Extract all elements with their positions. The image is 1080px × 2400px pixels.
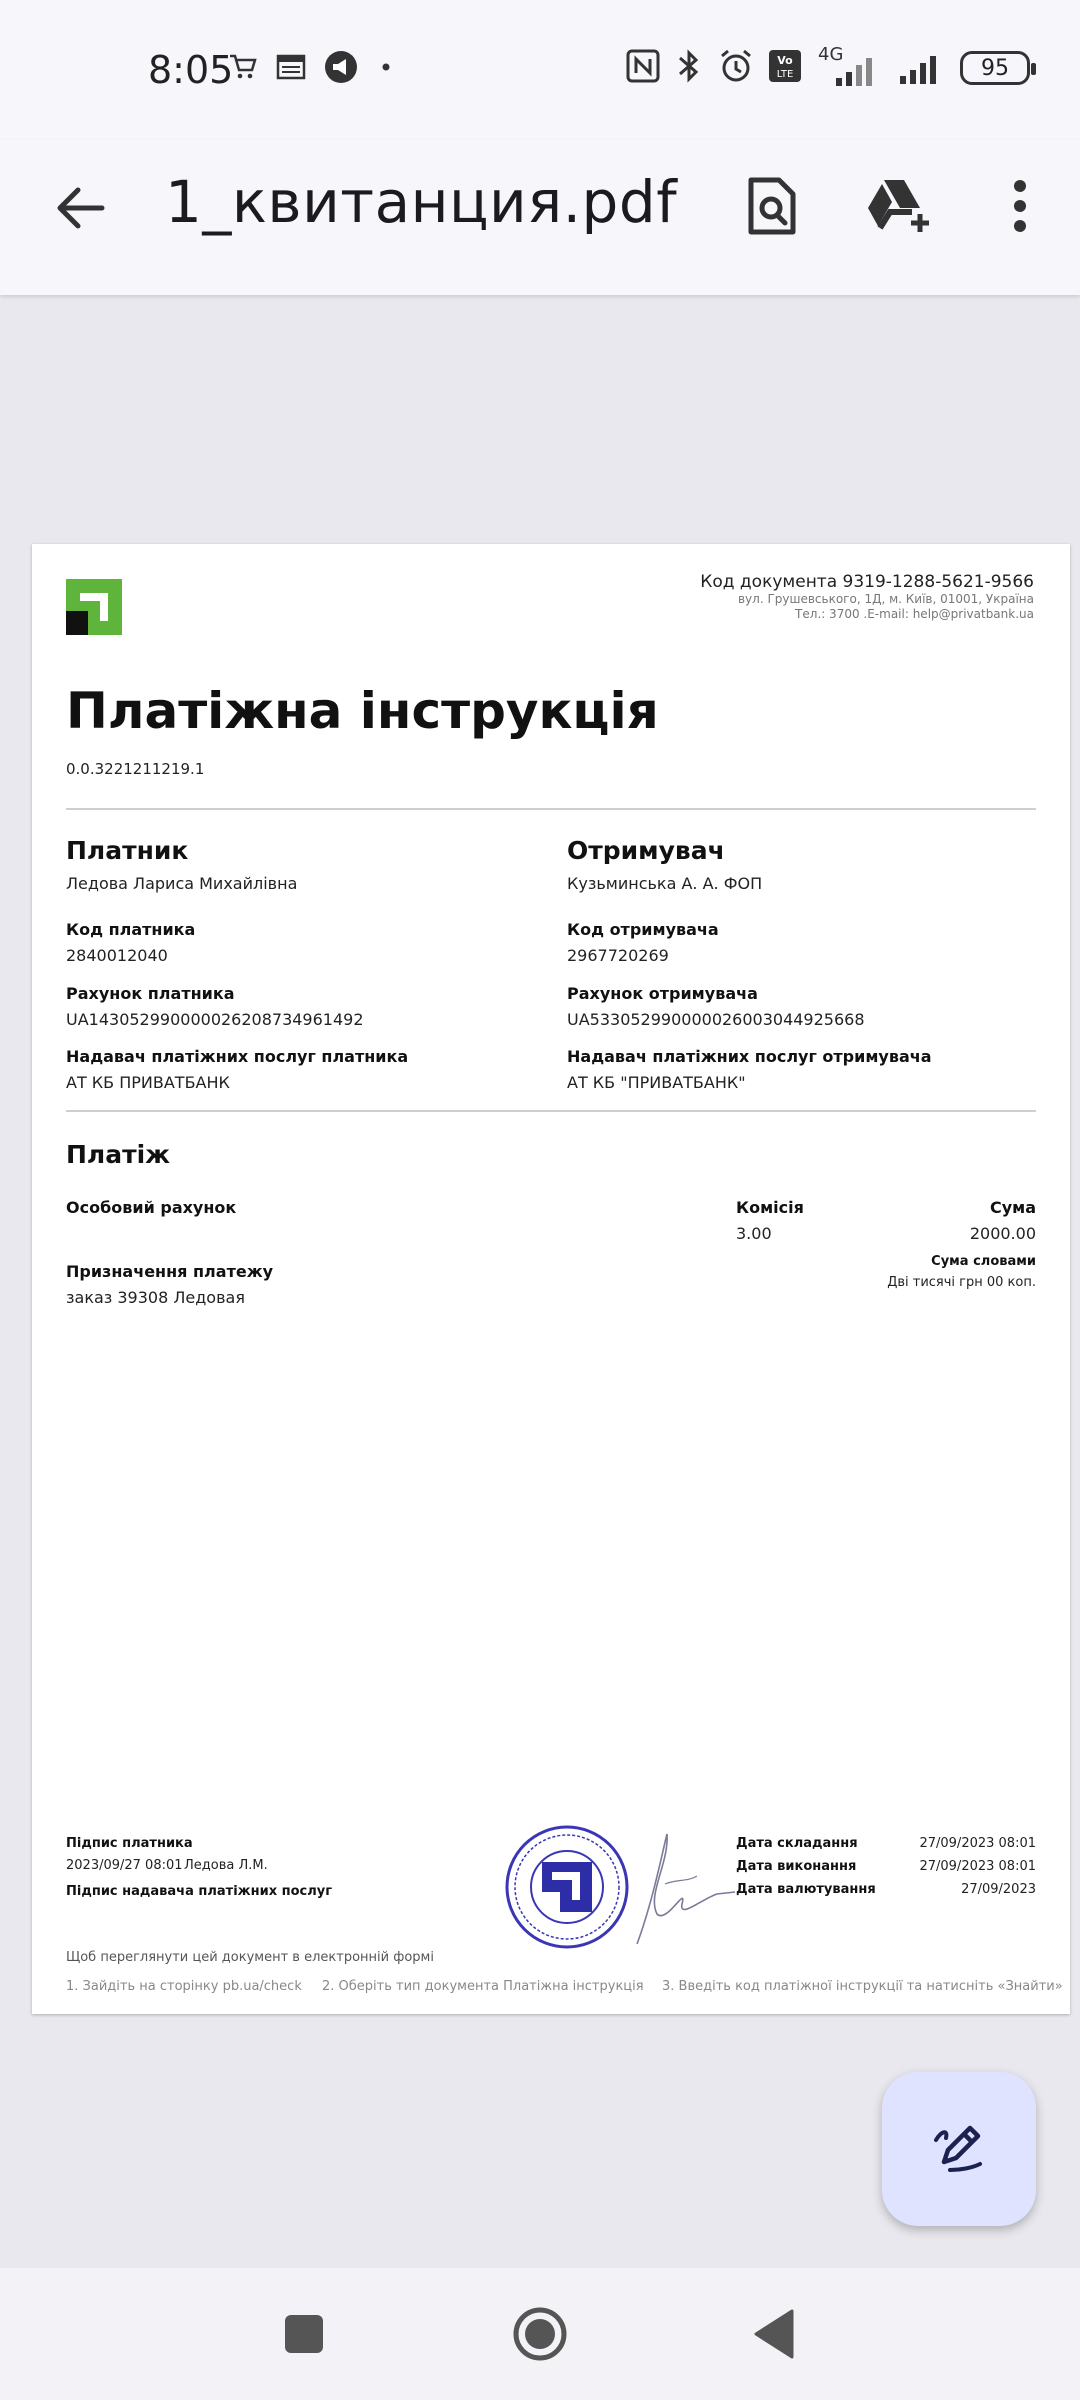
add-to-drive-icon xyxy=(866,178,934,238)
svg-text:Vo: Vo xyxy=(777,54,793,67)
system-back-button[interactable] xyxy=(734,2296,814,2376)
document-code: Код документа 9319-1288-5621-9566 xyxy=(700,572,1034,592)
purpose-value: заказ 39308 Ледовая xyxy=(66,1288,245,1307)
sum-value: 2000.00 xyxy=(969,1224,1036,1243)
document-code-block xyxy=(700,572,1034,622)
payer-heading: Платник xyxy=(66,836,189,865)
payer-provider: АТ КБ ПРИВАТБАНК xyxy=(66,1073,230,1092)
app-bar xyxy=(0,140,1080,295)
payer-code: 2840012040 xyxy=(66,946,168,965)
divider xyxy=(66,808,1036,810)
payer-code-label: Код платника xyxy=(66,920,196,939)
signal-4g-icon: 4G xyxy=(816,48,882,88)
status-left-icons xyxy=(228,50,396,88)
battery-indicator: 95 xyxy=(960,51,1030,85)
calendar-icon xyxy=(276,53,306,85)
date-executed-label: Дата виконання xyxy=(736,1859,857,1874)
commission-label: Комісія xyxy=(736,1198,804,1217)
recipient-heading: Отримувач xyxy=(567,836,725,865)
payer-sign-name: Ледова Л.М. xyxy=(184,1858,268,1873)
date-value-label: Дата валютування xyxy=(736,1882,876,1897)
payer-sign-label: Підпис платника xyxy=(66,1836,193,1851)
payer-account-label: Рахунок платника xyxy=(66,984,235,1003)
nfc-icon xyxy=(626,49,660,87)
personal-account-label: Особовий рахунок xyxy=(66,1198,237,1217)
footer-note: Щоб переглянути цей документ в електронній формі xyxy=(66,1950,434,1965)
payer-account: UA143052990000026208734961492 xyxy=(66,1010,364,1029)
home-button[interactable] xyxy=(500,2296,580,2376)
document-sub-id: 0.0.3221211219.1 xyxy=(66,760,205,778)
recents-button[interactable] xyxy=(264,2296,344,2376)
payer-name: Ледова Лариса Михайлівна xyxy=(66,874,298,893)
find-in-page-icon xyxy=(747,176,797,240)
recipient-name: Кузьминська А. А. ФОП xyxy=(567,874,763,893)
recents-square-icon xyxy=(284,2314,324,2358)
recipient-code: 2967720269 xyxy=(567,946,669,965)
back-triangle-icon xyxy=(752,2309,796,2363)
volte-icon xyxy=(768,49,802,87)
date-executed: 27/09/2023 08:01 xyxy=(919,1859,1036,1874)
signal-icon xyxy=(896,46,946,90)
cart-icon xyxy=(228,53,258,85)
dot-icon xyxy=(376,57,396,81)
more-options-button[interactable] xyxy=(972,160,1068,256)
recipient-account: UA533052990000026003044925668 xyxy=(567,1010,865,1029)
annotate-fab[interactable] xyxy=(882,2072,1036,2226)
sum-label: Сума xyxy=(989,1198,1036,1217)
sum-words-label: Сума словами xyxy=(931,1254,1036,1269)
navigation-bar xyxy=(0,2268,1080,2400)
back-button[interactable] xyxy=(40,170,120,250)
footer-step-3: 3. Введіть код платіжної інструкції та натисніть «Знайти» xyxy=(662,1979,1063,1994)
status-bar xyxy=(0,0,1080,140)
recipient-code-label: Код отримувача xyxy=(567,920,719,939)
svg-text:LTE: LTE xyxy=(776,69,794,80)
recipient-provider: АТ КБ "ПРИВАТБАНК" xyxy=(567,1073,746,1092)
home-circle-icon xyxy=(512,2306,568,2366)
commission-value: 3.00 xyxy=(736,1224,772,1243)
pdf-page[interactable] xyxy=(32,544,1070,2014)
sum-words: Дві тисячі грн 00 коп. xyxy=(887,1275,1036,1290)
edit-pen-icon xyxy=(930,2118,988,2180)
payer-provider-label: Надавач платіжних послуг платника xyxy=(66,1047,409,1066)
purpose-label: Призначення платежу xyxy=(66,1262,274,1281)
date-created: 27/09/2023 08:01 xyxy=(919,1836,1036,1851)
recipient-provider-label: Надавач платіжних послуг отримувача xyxy=(567,1047,932,1066)
date-value: 27/09/2023 xyxy=(961,1882,1036,1897)
arrow-back-icon xyxy=(54,186,106,234)
status-right-icons xyxy=(626,46,1030,90)
footer-step-1: 1. Зайдіть на сторінку pb.ua/check xyxy=(66,1979,302,1994)
provider-sign-label: Підпис надавача платіжних послуг xyxy=(66,1884,333,1899)
payer-sign-date: 2023/09/27 08:01 xyxy=(66,1858,183,1873)
date-created-label: Дата складання xyxy=(736,1836,858,1851)
file-title: 1_квитанция.pdf xyxy=(165,168,678,236)
status-time: 8:05 xyxy=(148,48,234,92)
divider xyxy=(66,1110,1036,1112)
bank-contacts: Тел.: 3700 .E-mail: help@privatbank.ua xyxy=(795,607,1034,621)
more-vert-icon xyxy=(1012,178,1028,238)
document-title: Платіжна інструкція xyxy=(66,682,659,740)
handwritten-signature xyxy=(607,1824,747,1958)
bluetooth-icon xyxy=(674,48,704,88)
add-to-drive-button[interactable] xyxy=(852,160,948,256)
find-in-page-button[interactable] xyxy=(724,160,820,256)
recipient-account-label: Рахунок отримувача xyxy=(567,984,758,1003)
alarm-icon xyxy=(718,48,754,88)
footer-step-2: 2. Оберіть тип документа Платіжна інструкція xyxy=(322,1979,644,1994)
payment-heading: Платіж xyxy=(66,1140,171,1169)
bank-address: вул. Грушевського, 1Д, м. Київ, 01001, Україна xyxy=(737,592,1034,606)
privatbank-logo xyxy=(66,579,122,635)
megaphone-icon xyxy=(324,50,358,88)
